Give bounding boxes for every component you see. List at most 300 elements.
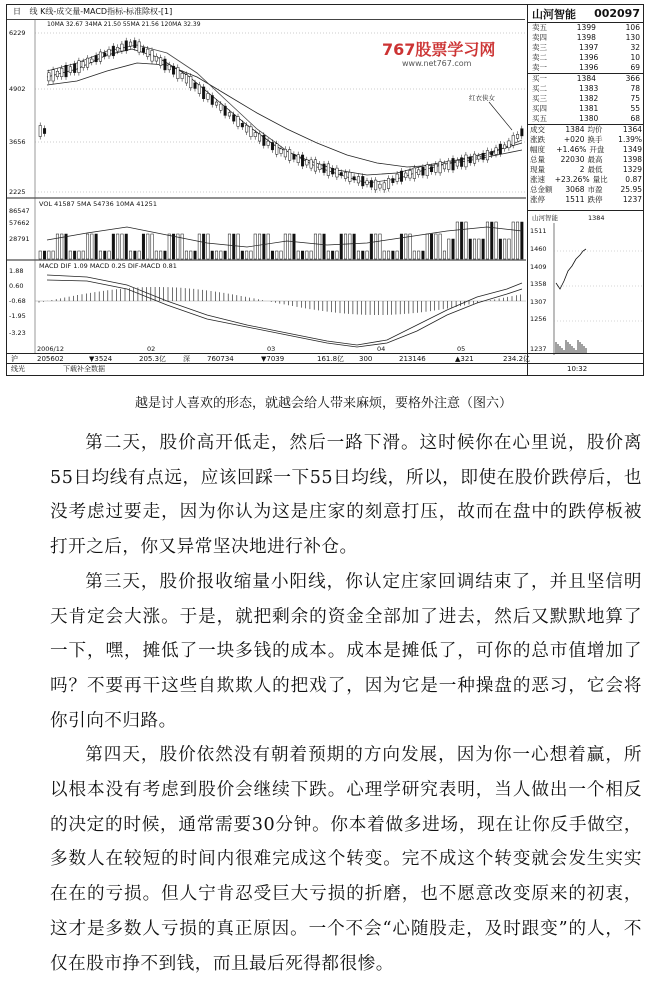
candle [409, 170, 412, 178]
volume-bar [340, 234, 343, 259]
volume-bar [409, 234, 412, 259]
volume-bar [516, 222, 519, 259]
order-book-row [528, 43, 644, 53]
volume-bar [357, 251, 360, 259]
candle [323, 164, 326, 173]
candle [503, 145, 506, 149]
volume-bar [443, 251, 446, 259]
volume-bar [82, 251, 85, 259]
volume-bar [250, 251, 253, 259]
candle [194, 83, 197, 89]
stat-cell: 1349 [622, 145, 643, 154]
stat-cell: +020 [563, 135, 585, 144]
candle [452, 158, 455, 170]
macd-axis-label: -1.95 [9, 312, 26, 320]
order-book-row [528, 33, 644, 43]
candle [469, 157, 472, 163]
candle [314, 160, 317, 171]
order-book-vol: 32 [630, 43, 640, 52]
volume-bar [288, 234, 291, 259]
period-label: 日 [13, 7, 21, 16]
volume-bar [207, 234, 210, 259]
volume-bar [142, 234, 145, 259]
order-book-label: 卖五 [532, 23, 547, 32]
volume-axis-label: 86547 [9, 207, 30, 215]
stat-cell: 3068 [565, 185, 585, 194]
candle [168, 65, 171, 70]
macd-axis-label: -3.23 [9, 329, 26, 337]
price-axis-label: 6229 [9, 29, 26, 37]
candle [353, 177, 356, 180]
volume-bar [301, 251, 304, 259]
candle [254, 133, 257, 137]
order-book-vol: 75 [630, 94, 640, 103]
volume-bar [108, 251, 111, 259]
macd-axis-label: 0.60 [9, 282, 24, 290]
candle [138, 42, 141, 52]
order-book-row [528, 104, 644, 114]
volume-bar [362, 251, 365, 259]
volume-bar [495, 222, 498, 259]
volume-bar [422, 251, 425, 259]
volume-bar [69, 251, 72, 259]
candle [82, 62, 85, 68]
volume-bar [293, 234, 296, 259]
intraday-axis-label: 1409 [530, 263, 547, 271]
stock-code: 002097 [594, 7, 640, 20]
candle [69, 67, 72, 73]
candle [159, 58, 162, 66]
order-book-row [528, 74, 644, 84]
order-book-row [528, 94, 644, 104]
stat-row [528, 175, 644, 185]
status-value: 760734 [207, 355, 234, 363]
volume-bar [233, 234, 236, 259]
volume-bar [392, 251, 395, 259]
candle [413, 168, 416, 179]
volume-bar [116, 234, 119, 259]
volume-bar [134, 251, 137, 259]
intraday-axis-label: 1237 [530, 345, 547, 353]
candle [366, 181, 369, 185]
volume-bar [164, 251, 167, 259]
volume-bar [327, 251, 330, 259]
stat-cell: 现量 [530, 165, 545, 174]
volume-bar [190, 251, 193, 259]
order-book-vol: 10 [630, 53, 640, 62]
candle [327, 164, 330, 176]
volume-bar [125, 234, 128, 259]
status-value: 213146 [399, 355, 426, 363]
candle [387, 178, 390, 188]
candle [112, 46, 115, 56]
macd-legend: MACD DIF 1.09 MACD 0.25 DIF-MACD 0.81 [39, 262, 177, 270]
candle [48, 73, 51, 81]
time-axis-label: 2006/12 [37, 345, 65, 353]
ask-book [528, 23, 644, 74]
candle [383, 183, 386, 190]
volume-bar [323, 234, 326, 259]
volume-bar [331, 251, 334, 259]
candle [288, 150, 291, 161]
candle [448, 161, 451, 170]
volume-bar [503, 239, 506, 259]
candle [422, 167, 425, 175]
order-book-label: 卖二 [532, 53, 547, 62]
stat-cell: 1398 [622, 155, 642, 164]
volume-bar [284, 234, 287, 259]
volume-bar [271, 251, 274, 259]
status-value: 205602 [37, 355, 64, 363]
candle [439, 162, 442, 173]
paragraph: 第四天，股价依然没有朝着预期的方向发展，因为你一心想着赢，所以根本没有考虑到股价会继续下跌。心理学研究表明，当人做出一个相反的决定的时候，通常需要30分钟。你本着做多进场，现在让你反手做空，多数人在较短的时间内很难完成这个转变。完不成这个转变就会发生实实在在的亏损。但人宁肯忍受巨大亏损的折磨，也不愿意改变原来的初衷，这才是多数人亏损的真正原因。一个不会“心随股走，及时跟变”的人，不仅在股市挣不到钱，而且最后死得都很惨。 [50, 745, 642, 974]
volume-bar [448, 239, 451, 259]
candle [392, 179, 395, 183]
order-book-row [528, 23, 644, 33]
volume-bar [65, 234, 68, 259]
candle [344, 172, 347, 178]
candle [142, 48, 145, 52]
stat-cell: 最高 [587, 155, 603, 164]
order-book-price: 1380 [579, 114, 599, 123]
intraday-axis-label: 1307 [530, 298, 547, 306]
volume-bar [177, 234, 180, 259]
status-value: 234.2亿 [503, 355, 531, 363]
status-value: 205.3亿 [139, 355, 167, 363]
candle [460, 158, 463, 167]
candle [177, 67, 180, 78]
candle [362, 176, 365, 186]
status-text: 线光 [11, 365, 25, 373]
macd-axis-label: 1.88 [9, 267, 24, 275]
stat-cell: 2 [579, 165, 585, 174]
quote-header [528, 5, 644, 23]
volume-bar [353, 234, 356, 259]
mini-price: 1384 [588, 214, 605, 222]
candle [417, 170, 420, 175]
order-book-row [528, 84, 644, 94]
candle [297, 155, 300, 163]
volume-bar [86, 234, 89, 259]
candle [224, 106, 227, 115]
volume-legend: VOL 41587 5MA 54736 10MA 41251 [39, 200, 157, 208]
stat-cell: 换手 [587, 135, 603, 144]
intraday-axis-label: 1460 [530, 245, 547, 253]
candle [495, 148, 498, 155]
candle [456, 160, 459, 166]
order-book-vol: 69 [630, 63, 640, 72]
volume-bar [336, 251, 339, 259]
volume-bar [379, 234, 382, 259]
stat-cell: 25.95 [620, 185, 642, 194]
stat-cell: 成交 [530, 125, 545, 134]
candle [263, 135, 266, 145]
status-text: 下载补全数据 [63, 365, 105, 373]
candle [478, 156, 481, 159]
candle [319, 164, 322, 170]
stat-cell: 涨停 [530, 195, 545, 204]
order-book-vol: 366 [625, 74, 640, 83]
candle [56, 71, 59, 76]
order-book-label: 买一 [532, 74, 547, 83]
candle [215, 102, 218, 105]
candle [301, 155, 304, 166]
status-value: 161.8亿 [317, 355, 345, 363]
volume-bar [482, 239, 485, 259]
stat-cell: 总量 [530, 155, 545, 164]
volume-bar [280, 251, 283, 259]
candle [241, 123, 244, 127]
order-book-row [528, 63, 644, 73]
stat-cell: 跌停 [587, 195, 603, 204]
stat-cell: 幅度 [530, 145, 545, 154]
volume-bar [405, 234, 408, 259]
candle [78, 61, 81, 73]
volume-bar [245, 251, 248, 259]
intraday-axis-label: 1358 [530, 280, 547, 288]
volume-bar [417, 251, 420, 259]
volume-bar [91, 234, 94, 259]
candle [280, 149, 283, 154]
stat-cell: 均价 [587, 125, 603, 134]
order-book-label: 卖一 [532, 63, 547, 72]
status-text: 10:32 [567, 365, 588, 373]
order-book-price: 1384 [576, 74, 596, 83]
candle [202, 87, 205, 99]
volume-bar [435, 234, 438, 259]
intraday-axis-label: 1256 [530, 315, 547, 323]
candle [172, 66, 175, 74]
candle [73, 64, 76, 73]
order-book-label: 卖三 [532, 43, 547, 52]
candle [52, 70, 55, 81]
volume-bar [215, 251, 218, 259]
order-book-vol: 55 [630, 104, 640, 113]
candle [396, 174, 399, 181]
volume-bar [306, 251, 309, 259]
stat-cell: 1329 [622, 165, 642, 174]
volume-bar [43, 251, 46, 259]
volume-bar [220, 251, 223, 259]
candle [473, 154, 476, 163]
candle [185, 75, 188, 83]
candle [516, 134, 519, 138]
price-axis-label: 3656 [9, 138, 26, 146]
volume-bar [387, 251, 390, 259]
ma-legend: 10MA 32.67 34MA 21.50 55MA 21.56 120MA 32.39 [47, 21, 201, 28]
volume-bar [314, 234, 317, 259]
volume-bar [413, 251, 416, 259]
candle [465, 155, 468, 167]
stat-cell: 涨速 [530, 175, 545, 184]
volume-bar [452, 239, 455, 259]
order-book-vol: 130 [625, 33, 640, 42]
candle [512, 135, 515, 145]
paragraph: 第三天，股价报收缩量小阳线，你认定庄家回调结束了，并且坚信明天肯定会大涨。于是，就把剩余的资金全部加了进去，然后又默默地算了一下，嘿，摊低了一块多钱的成本。成本是摊低了，可你的总市值增加了吗？不要再干这些自欺欺人的把戏了，因为它是一种操盘的恶习，它会将你引向不归路。 [50, 571, 642, 731]
volume-bar [254, 234, 257, 259]
status-value: 300 [359, 355, 373, 363]
candle [86, 58, 89, 67]
order-book-label: 卖四 [532, 33, 547, 42]
candle [147, 49, 150, 57]
time-axis-label: 03 [267, 345, 276, 353]
candle [95, 55, 98, 61]
volume-bar [241, 251, 244, 259]
order-book-vol: 78 [630, 84, 640, 93]
volume-bar [310, 251, 313, 259]
candle [181, 73, 184, 78]
candle [116, 47, 119, 51]
candle [233, 115, 236, 122]
volume-bar [99, 251, 102, 259]
stat-cell: 最低 [587, 165, 603, 174]
volume-bar [202, 234, 205, 259]
macd-axis-label: -0.68 [9, 297, 26, 305]
volume-bar [374, 234, 377, 259]
stat-cell: 0.87 [625, 175, 642, 184]
candle [99, 52, 102, 61]
candle [491, 152, 494, 156]
candle [237, 117, 240, 127]
candle [276, 144, 279, 155]
volume-bar [521, 222, 524, 259]
order-book-price: 1382 [579, 94, 599, 103]
volume-bar [52, 251, 55, 259]
candle [121, 44, 124, 51]
volume-bar [155, 251, 158, 259]
stat-row [528, 195, 644, 205]
intraday-chart [528, 210, 644, 355]
volume-axis-label: 57662 [9, 219, 30, 227]
volume-bar [297, 251, 300, 259]
candle [129, 42, 132, 46]
order-book-row [528, 53, 644, 63]
stat-cell: 市盈 [587, 185, 603, 194]
watermark-url: www.net767.com [402, 59, 472, 68]
volume-bar [48, 251, 51, 259]
stat-cell: 1364 [622, 125, 642, 134]
volume-bar [112, 234, 115, 259]
stat-row [528, 125, 644, 135]
candle [245, 125, 248, 132]
candle [379, 184, 382, 188]
candle [349, 172, 352, 181]
volume-bar [465, 222, 468, 259]
candle [108, 49, 111, 56]
candle [39, 126, 42, 137]
order-book-label: 买五 [532, 114, 547, 123]
mini-title: 山河智能 [532, 214, 558, 222]
volume-bar [258, 234, 261, 259]
candle [293, 154, 296, 159]
candle [258, 134, 261, 141]
candle [310, 160, 313, 168]
stat-row [528, 145, 644, 155]
candle [331, 168, 334, 174]
chart-annotation: 红衣侠女 [469, 94, 495, 102]
article-body [50, 426, 642, 981]
order-book-label: 买四 [532, 104, 547, 113]
quote-panel [527, 5, 644, 375]
stat-cell: 1511 [565, 195, 585, 204]
candle [134, 40, 137, 47]
intraday-axis-label: 1511 [530, 227, 547, 235]
stat-row [528, 165, 644, 175]
candle [125, 41, 128, 51]
figure-caption: 越是讨人喜欢的形态，就越会给人带来麻烦，要格外注意（图六） [134, 396, 512, 411]
volume-bar [73, 251, 76, 259]
candle [104, 53, 107, 57]
candle [435, 164, 438, 172]
stat-cell: 开盘 [589, 145, 605, 154]
status-value: 深 [183, 355, 190, 363]
app-status-bar [7, 363, 643, 375]
volume-axis-label: 28791 [9, 235, 30, 243]
candle [190, 76, 193, 88]
volume-bar [276, 251, 279, 259]
candle [198, 85, 201, 94]
stat-cell: 1384 [565, 125, 585, 134]
candle [65, 65, 68, 77]
price-axis-label: 2225 [9, 188, 26, 196]
volume-bar [460, 222, 463, 259]
volume-bar [508, 239, 511, 259]
order-book-price: 1396 [579, 53, 599, 62]
candle [486, 151, 489, 160]
volume-bar [129, 251, 132, 259]
volume-bar [473, 239, 476, 259]
volume-bar [198, 234, 201, 259]
quote-stats [528, 125, 644, 205]
candle [207, 93, 210, 99]
candle [91, 59, 94, 62]
volume-bar [121, 234, 124, 259]
stat-cell: 总金额 [530, 185, 553, 194]
candle [228, 113, 231, 116]
order-book-vol: 106 [625, 23, 640, 32]
volume-bar [344, 234, 347, 259]
volume-bar [168, 234, 171, 259]
order-book-label: 买二 [532, 84, 547, 93]
time-axis-label: 04 [377, 345, 386, 353]
volume-bar [499, 239, 502, 259]
candle [443, 164, 446, 169]
price-axis-label: 4902 [9, 85, 26, 93]
order-book-price: 1397 [579, 43, 599, 52]
candle [164, 59, 167, 70]
volume-bar [319, 234, 322, 259]
candle [405, 173, 408, 178]
candle [220, 104, 223, 110]
order-book-vol: 68 [630, 114, 640, 123]
volume-bar [469, 239, 472, 259]
volume-bar [486, 222, 489, 259]
candle [400, 171, 403, 181]
candle [211, 96, 214, 105]
candle [43, 128, 46, 133]
indicator-title: 线 K线-成交量-MACD指标-标准除权-[1] [29, 7, 173, 16]
candle [370, 180, 373, 187]
stat-cell: 涨跌 [530, 135, 545, 144]
volume-bar [267, 234, 270, 259]
stat-cell: 22030 [560, 155, 585, 164]
volume-bar [172, 234, 175, 259]
stat-cell: 1237 [622, 195, 642, 204]
order-book-price: 1396 [579, 63, 599, 72]
watermark-brand: 767股票学习网 [382, 40, 496, 59]
time-axis-label: 02 [147, 345, 156, 353]
candle [482, 153, 485, 159]
